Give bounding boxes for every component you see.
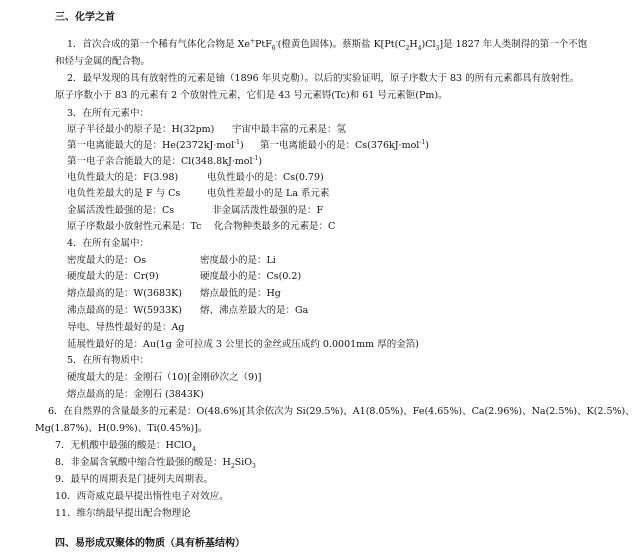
density-max: 密度最大的是：Os — [67, 255, 147, 266]
best-ductility: 延展性最好的是：Au(1g 金可拉成 3 公里长的金丝或压成约 0.0001mm 厚的金箔) — [67, 339, 419, 350]
electron-affinity-max: 第一电子亲合能最大的是：Cl(348.8kJ·mol$^{-1}$) — [67, 154, 263, 167]
most-abundant-element: 宇宙中最丰富的元素是：氢 — [232, 124, 347, 135]
electronegativity-diff-max: 电负性差最大的是 F 与 Cs — [67, 188, 181, 199]
item-10-inert-pair: 10．西奇威克最早提出惰性电子对效应。 — [55, 491, 229, 502]
item-7-strongest-acid: 7．无机酸中最强的酸是：HClO$_4$ — [55, 440, 196, 453]
section-4-heading: 四、易形成双聚体的物质（具有桥基结构） — [55, 538, 245, 549]
item-6-line-2: Mg(1.87%)、H(0.9%)、Ti(0.45%)]。 — [35, 423, 208, 434]
ie1-lowest: 第一电离能最小的是：Cs(376kJ·mol$^{-1}$) — [260, 138, 429, 151]
best-conductor: 导电、导热性最好的是：Ag — [67, 322, 185, 333]
highest-melting-substance: 熔点最高的是：金刚石 (3843K) — [67, 389, 204, 400]
metal-activity-max: 金属活泼性最强的是：Cs — [67, 205, 175, 216]
ie1-highest: 第一电离能最大的是：He(2372kJ·mol$^{-1}$) — [67, 138, 244, 151]
density-min: 密度最小的是：Li — [200, 255, 276, 266]
electronegativity-min: 电负性最小的是：Cs(0.79) — [207, 172, 324, 183]
lightest-radioactive: 原子序数最小放射性元素是：Tc — [67, 221, 202, 232]
nonmetal-activity-max: 非金属活泼性最强的是：F — [212, 205, 324, 216]
item-8-condensed-acid: 8．非金属含氧酸中缩合性最强的酸是：$H_2SiO_3$ — [55, 457, 256, 470]
item-2-line-2: 原子序数小于 83 的元素有 2 个放射性元素，它们是 43 号元素锝(Tc)和 61 号元素钷(Pm)。 — [55, 90, 448, 101]
item-4-title: 4．在所有金属中： — [67, 238, 150, 249]
boiling-point-max: 沸点最高的是：W(5933K) — [67, 305, 182, 316]
most-compounds-element: 化合物种类最多的元素是：C — [214, 221, 336, 232]
item-1-line-2: 和烃与金属的配合物。 — [55, 56, 151, 67]
hardness-max: 硬度最大的是：Cr(9) — [67, 271, 159, 282]
hardest-substance: 硬度最大的是：金刚石（10)[金刚砂次之（9)] — [67, 372, 262, 383]
section-3-heading: 三、化学之首 — [55, 12, 115, 23]
melting-point-min: 熔点最低的是：Hg — [200, 288, 281, 299]
melting-point-max: 熔点最高的是：W(3683K) — [67, 288, 182, 299]
electronegativity-diff-min: 电负性差最小的是 La 系元素 — [207, 188, 330, 199]
electronegativity-max: 电负性最大的是：F(3.98) — [67, 172, 179, 183]
item-2-line-1: 2．最早发现的具有放射性的元素是铀（1896 年贝克勒）。以后的实验证明，原子序数大于 83 的所有元素都具有放射性。 — [67, 73, 580, 84]
smallest-atom: 原子半径最小的原子是：H(32pm) — [67, 124, 215, 135]
item-1-line-1: 1．首次合成的第一个稀有气体化合物是 Xe+PtF$_6$-(橙黄色固体)。蔡斯盐 $K[Pt(C_2H_4)Cl_3]$是 1827 年人类制得的第一个不饱 — [67, 37, 588, 52]
item-3-title: 3．在所有元素中： — [67, 108, 150, 119]
item-5-title: 5．在所有物质中： — [67, 355, 150, 366]
item-9-periodic-table: 9．最早的周期表是门捷列夫周期表。 — [55, 474, 214, 485]
hardness-min: 硬度最小的是：Cs(0.2) — [200, 271, 302, 282]
item-6-line-1: 6．在自然界的含量最多的元素是：O(48.6%)[其余依次为 Si(29.5%)、A1(8.05%)、Fe(4.65%)、Ca(2.96%)、Na(2.5%)、K(2.5%)、 — [48, 406, 635, 417]
item-11-coordination-theory: 11．维尔纳最早提出配合物理论 — [55, 508, 191, 519]
mp-bp-difference-max: 熔、沸点差最大的是：Ga — [200, 305, 309, 316]
